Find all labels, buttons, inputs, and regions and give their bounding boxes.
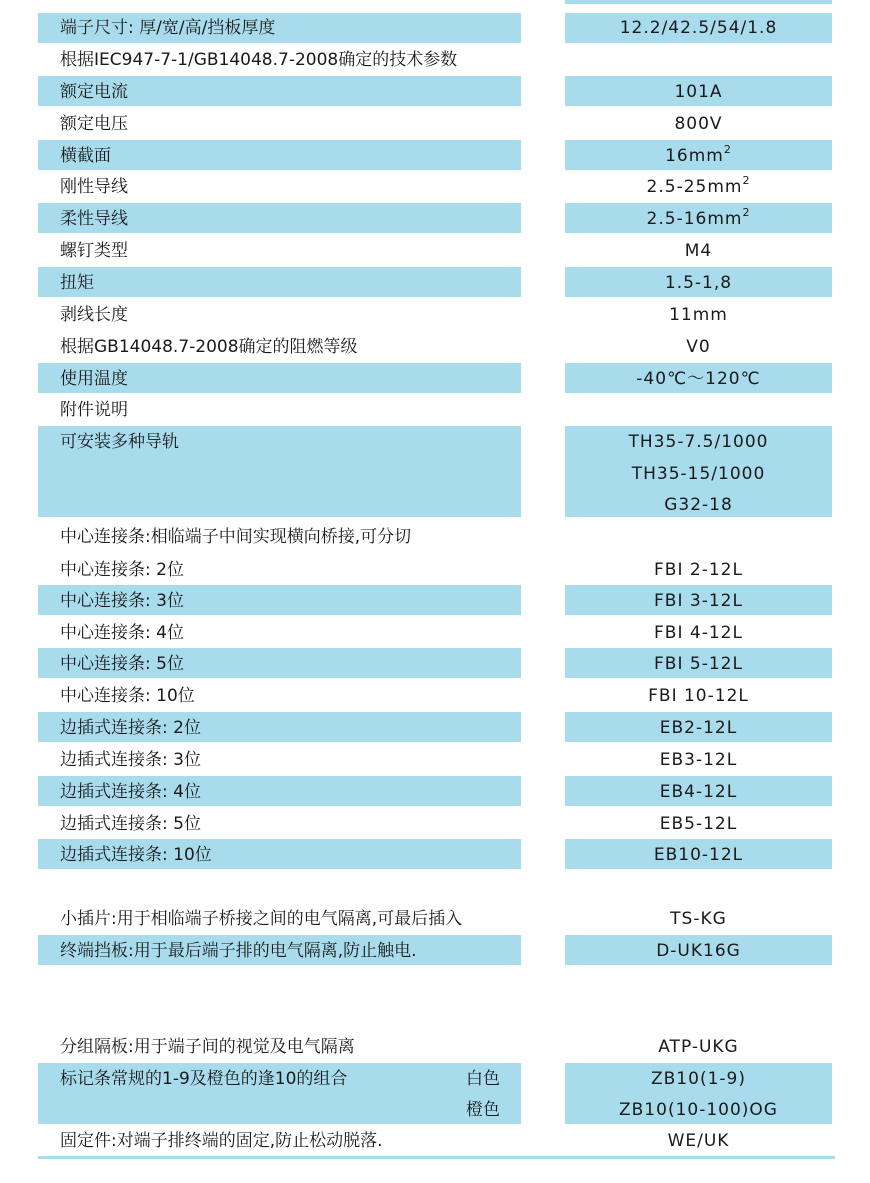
- center-bridge-label: 中心连接条: 3位: [60, 591, 184, 611]
- rated-voltage-value: 800V: [674, 114, 723, 134]
- rail-value: TH35-15/1000: [631, 464, 766, 484]
- side-bridge-label: 边插式连接条: 3位: [60, 750, 201, 770]
- center-bridge-value: FBI 10-12L: [648, 686, 749, 706]
- side-bridge-value: EB3-12L: [659, 750, 738, 770]
- strip-length-label: 剥线长度: [60, 305, 128, 325]
- side-bridge-label: 边插式连接条: 10位: [60, 845, 212, 865]
- flexible-wire-value: $2.5-16mm^2$: [646, 206, 751, 229]
- standard-title: 根据IEC947-7-1/GB14048.7-2008确定的技术参数: [60, 50, 458, 70]
- cross-section-value: $16mm^2$: [665, 143, 732, 166]
- dimensions-label: 端子尺寸: 厚/宽/高/挡板厚度: [60, 18, 276, 38]
- rail-value: TH35-7.5/1000: [628, 432, 769, 452]
- rated-voltage-label: 额定电压: [60, 114, 128, 134]
- strip-length-value: 11mm: [669, 305, 728, 325]
- rails-label: 可安装多种导轨: [60, 432, 179, 452]
- accessories-title: 附件说明: [60, 400, 128, 420]
- marker-label: 标记条常规的1-9及橙色的逢10的组合: [60, 1069, 348, 1089]
- end-plate-value: D-UK16G: [656, 941, 741, 961]
- dimensions-value: 12.2/42.5/54/1.8: [619, 18, 778, 38]
- flame-grade-label: 根据GB14048.7-2008确定的阻燃等级: [60, 337, 358, 357]
- fixing-label: 固定件:对端子排终端的固定,防止松动脱落.: [60, 1131, 383, 1151]
- end-plate-label: 终端挡板:用于最后端子排的电气隔离,防止触电.: [60, 941, 417, 961]
- torque-value: 1.5-1,8: [664, 273, 733, 293]
- side-bridge-label: 边插式连接条: 5位: [60, 814, 201, 834]
- marker-white-label: 白色: [466, 1069, 500, 1089]
- side-bridge-label: 边插式连接条: 4位: [60, 782, 201, 802]
- group-plate-label: 分组隔板:用于端子间的视觉及电气隔离: [60, 1037, 355, 1057]
- center-bridge-label: 中心连接条: 10位: [60, 686, 195, 706]
- marker-orange-value: ZB10(10-100)OG: [619, 1100, 778, 1120]
- center-bridge-value: FBI 2-12L: [654, 560, 743, 580]
- small-insert-label: 小插片:用于相临端子桥接之间的电气隔离,可最后插入: [60, 909, 463, 929]
- temperature-label: 使用温度: [60, 369, 128, 389]
- center-bridge-label: 中心连接条: 4位: [60, 623, 184, 643]
- side-bridge-value: EB4-12L: [659, 782, 738, 802]
- screw-type-label: 螺钉类型: [60, 241, 128, 261]
- center-bridge-label: 中心连接条: 5位: [60, 654, 184, 674]
- bottom-divider: [38, 1156, 835, 1159]
- cross-section-label: 横截面: [60, 146, 111, 166]
- fixing-value: WE/UK: [667, 1131, 730, 1151]
- center-bridge-title: 中心连接条:相临端子中间实现横向桥接,可分切: [60, 527, 412, 547]
- temperature-value: -40℃～120℃: [636, 369, 761, 389]
- group-plate-value: ATP-UKG: [658, 1037, 739, 1057]
- rated-current-label: 额定电流: [60, 82, 128, 102]
- side-bridge-value: EB2-12L: [659, 718, 738, 738]
- side-bridge-value: EB5-12L: [659, 814, 738, 834]
- flame-grade-value: V0: [686, 337, 711, 357]
- screw-type-value: M4: [684, 241, 713, 261]
- rigid-wire-label: 刚性导线: [60, 177, 128, 197]
- rail-value: G32-18: [664, 495, 733, 515]
- rigid-wire-value: $2.5-25mm^2$: [646, 174, 751, 197]
- center-bridge-value: FBI 3-12L: [654, 591, 743, 611]
- center-bridge-value: FBI 4-12L: [654, 623, 743, 643]
- marker-orange-label: 橙色: [466, 1100, 500, 1120]
- side-bridge-label: 边插式连接条: 2位: [60, 718, 201, 738]
- torque-label: 扭矩: [60, 273, 94, 293]
- row-band-left: [38, 267, 521, 297]
- side-bridge-value: EB10-12L: [653, 845, 744, 865]
- center-bridge-value: FBI 5-12L: [654, 654, 743, 674]
- marker-white-value: ZB10(1-9): [651, 1069, 746, 1089]
- small-insert-value: TS-KG: [670, 909, 727, 929]
- rated-current-value: 101A: [674, 82, 723, 102]
- center-bridge-label: 中心连接条: 2位: [60, 560, 184, 580]
- top-band-fragment: [565, 0, 832, 4]
- flexible-wire-label: 柔性导线: [60, 209, 128, 229]
